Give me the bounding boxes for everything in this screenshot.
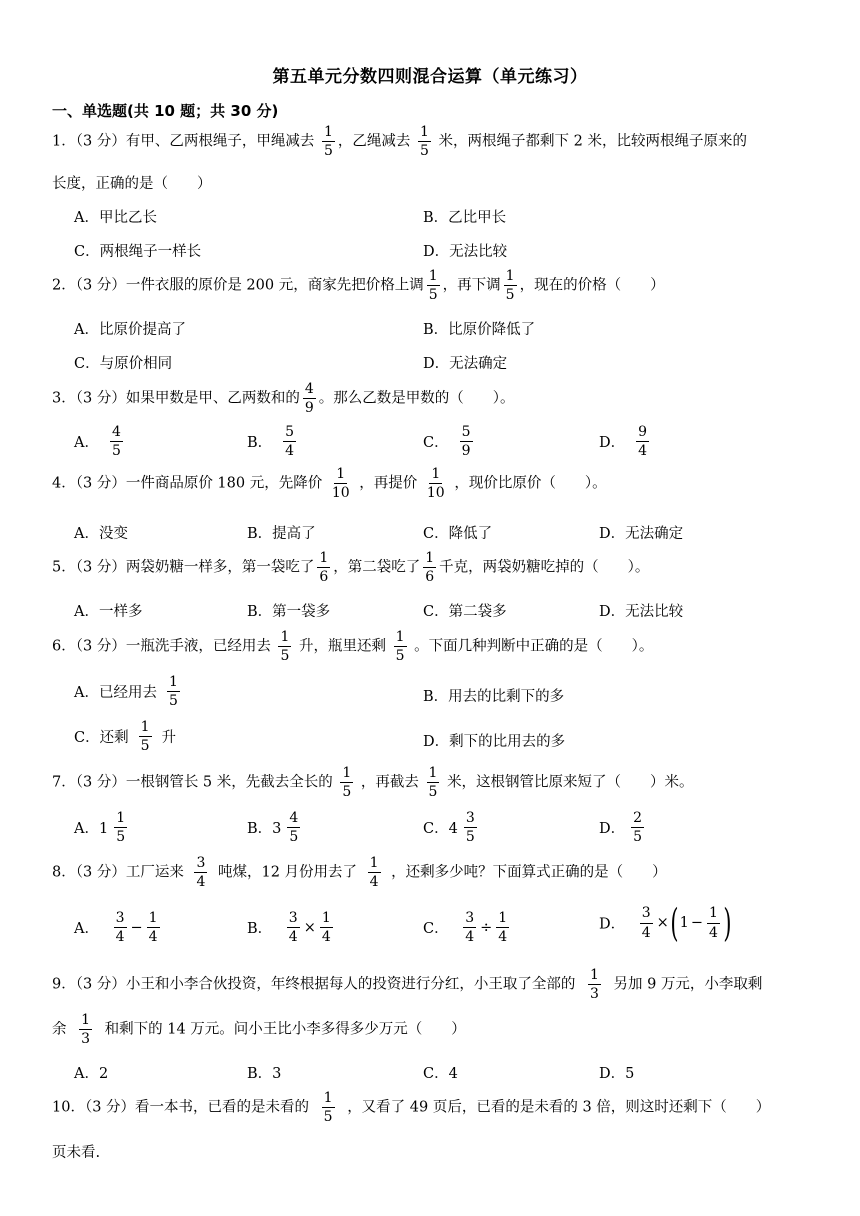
- question-6: [52, 629, 653, 664]
- question-text: 一件商品原价 180 元，先降价: [125, 475, 323, 492]
- question-text: ，再提价: [359, 475, 418, 492]
- fraction: $\frac{1}{3}$: [81, 1012, 91, 1048]
- option-b[interactable]: B．3 $\frac{4}{5}$: [247, 810, 299, 846]
- question-4: [52, 466, 607, 501]
- question-8: [52, 855, 667, 890]
- question-text-continued: 页未看.: [52, 1145, 101, 1161]
- question-score: （3 分）: [75, 133, 126, 150]
- question-text-continued: 长度，正确的是（ ）: [52, 176, 212, 192]
- question-text: 一根钢管长 5 米，先截去全长的: [125, 774, 333, 791]
- question-number: 9．: [52, 976, 76, 993]
- option-d[interactable]: D．无法确定: [599, 526, 684, 542]
- question-number: 2．: [52, 277, 76, 294]
- question-score: （3 分）: [75, 638, 126, 655]
- question-text: 一瓶洗手液，已经用去: [125, 638, 271, 655]
- question-score: （3 分）: [75, 475, 126, 492]
- question-text: 小王和小李合伙投资，年终根据每人的投资进行分红，小王取了全部的: [125, 976, 576, 993]
- question-text: 一件衣服的原价是 200 元，商家先把价格上调: [125, 277, 424, 294]
- question-10: [52, 1090, 770, 1125]
- question-text: ，再截去: [360, 774, 419, 791]
- question-text: 升，瓶里还剩: [298, 638, 386, 655]
- option-b[interactable]: B．3: [247, 1066, 282, 1082]
- option-b[interactable]: B．用去的比剩下的多: [423, 689, 565, 705]
- option-c[interactable]: C． $\frac{5}{9}$: [423, 424, 471, 460]
- page-title: 第五单元分数四则混合运算（单元练习）: [272, 67, 588, 87]
- question-score: （3 分）: [75, 976, 126, 993]
- option-b[interactable]: B． $\frac{5}{4}$: [247, 424, 295, 460]
- option-b[interactable]: B． $\frac{3}{4}$ × $\frac{1}{4}$: [247, 910, 331, 946]
- question-number: 8．: [52, 864, 76, 881]
- option-a[interactable]: A．一样多: [74, 604, 143, 620]
- option-b[interactable]: B．第一袋多: [247, 604, 331, 620]
- question-text: ，现价比原价（ ）。: [454, 475, 607, 492]
- question-7: [52, 765, 694, 800]
- question-text: 。那么乙数是甲数的（ ）。: [318, 390, 515, 407]
- question-score: （3 分）: [75, 390, 126, 407]
- option-d[interactable]: D．无法比较: [599, 604, 684, 620]
- fraction: $\frac{1}{5}$: [505, 268, 515, 304]
- fraction: $\frac{1}{6}$: [425, 550, 435, 586]
- fraction: $\frac{1}{3}$: [589, 967, 599, 1003]
- question-text: 余: [52, 1021, 67, 1038]
- question-score: （3 分）: [75, 559, 126, 576]
- question-score: （3 分）: [75, 277, 126, 294]
- option-d[interactable]: D． $\frac{2}{5}$: [599, 810, 643, 846]
- fraction: $\frac{1}{10}$: [426, 466, 445, 502]
- option-a[interactable]: A．2: [74, 1066, 109, 1082]
- option-c[interactable]: C．降低了: [423, 526, 493, 542]
- option-a[interactable]: A． $\frac{4}{5}$: [74, 424, 121, 460]
- fraction: $\frac{1}{5}$: [280, 629, 290, 665]
- section-heading: 一、单选题(共 10 题；共 30 分): [52, 102, 279, 120]
- question-text: 米，这根钢管比原来短了（ ）米。: [447, 774, 694, 791]
- question-text: 米，两根绳子都剩下 2 米，比较两根绳子原来的: [438, 133, 747, 150]
- fraction: $\frac{1}{5}$: [428, 765, 438, 801]
- question-text: 工厂运来: [125, 864, 184, 881]
- question-3: [52, 381, 515, 416]
- option-c[interactable]: C．还剩 $\frac{1}{5}$ 升: [74, 719, 177, 755]
- question-number: 10．: [52, 1099, 85, 1116]
- question-text: 如果甲数是甲、乙两数和的: [125, 390, 300, 407]
- question-text: ，再下调: [442, 277, 501, 294]
- question-score: （3 分）: [75, 774, 126, 791]
- option-d[interactable]: D．剩下的比用去的多: [423, 734, 566, 750]
- question-text: 有甲、乙两根绳子，甲绳减去: [125, 133, 315, 150]
- option-a[interactable]: A．已经用去 $\frac{1}{5}$: [74, 674, 178, 710]
- fraction: $\frac{1}{5}$: [323, 124, 333, 160]
- question-text: 另加 9 万元，小李取剩: [613, 976, 763, 993]
- question-text: ，第二袋吃了: [333, 559, 421, 576]
- fraction: $\frac{1}{5}$: [428, 268, 438, 304]
- question-text: ，还剩多少吨？下面算式正确的是（ ）: [391, 864, 667, 881]
- option-a[interactable]: A．甲比乙长: [74, 210, 157, 226]
- fraction: $\frac{1}{5}$: [342, 765, 352, 801]
- fraction: $\frac{1}{5}$: [419, 124, 429, 160]
- question-text: ，现在的价格（ ）: [519, 277, 665, 294]
- fraction: $\frac{1}{5}$: [323, 1090, 333, 1126]
- fraction: $\frac{4}{9}$: [304, 381, 314, 417]
- option-c[interactable]: C．4: [423, 1066, 458, 1082]
- option-d[interactable]: D．无法确定: [423, 356, 508, 372]
- option-c[interactable]: C．与原价相同: [74, 356, 173, 372]
- fraction: $\frac{1}{5}$: [395, 629, 405, 665]
- option-a[interactable]: A．没变: [74, 526, 128, 542]
- question-5: [52, 550, 649, 585]
- question-2: [52, 268, 665, 303]
- option-a[interactable]: A． $\frac{3}{4}$ − $\frac{1}{4}$: [74, 910, 158, 946]
- question-text: 看一本书，已看的是未看的: [135, 1099, 310, 1116]
- question-number: 5．: [52, 559, 76, 576]
- option-b[interactable]: B．乙比甲长: [423, 210, 507, 226]
- question-number: 3．: [52, 390, 76, 407]
- question-text: 千克，两袋奶糖吃掉的（ ）。: [439, 559, 650, 576]
- question-number: 4．: [52, 475, 76, 492]
- question-text: 和剩下的 14 万元。问小王比小李多得多少万元（ ）: [104, 1021, 466, 1038]
- option-b[interactable]: B．比原价降低了: [423, 322, 536, 338]
- option-a[interactable]: A．比原价提高了: [74, 322, 186, 338]
- question-text: ，乙绳减去: [337, 133, 411, 150]
- option-d[interactable]: D．无法比较: [423, 244, 508, 260]
- fraction: $\frac{1}{10}$: [331, 466, 350, 502]
- option-b[interactable]: B．提高了: [247, 526, 316, 542]
- option-c[interactable]: C．4 $\frac{3}{5}$: [423, 810, 475, 846]
- question-9-continued: [52, 1012, 466, 1047]
- question-number: 6．: [52, 638, 76, 655]
- question-text: 。下面几种判断中正确的是（ ）。: [414, 638, 654, 655]
- option-a[interactable]: A．1 $\frac{1}{5}$: [74, 810, 126, 846]
- question-text: 吨煤，12 月份用去了: [217, 864, 358, 881]
- question-score: （3 分）: [84, 1099, 136, 1116]
- option-c[interactable]: C．两根绳子一样长: [74, 244, 202, 260]
- option-d[interactable]: D． $\frac{9}{4}$: [599, 424, 648, 460]
- question-text: 两袋奶糖一样多，第一袋吃了: [125, 559, 315, 576]
- question-number: 7．: [52, 774, 76, 791]
- question-1: [52, 124, 747, 159]
- option-c[interactable]: C． $\frac{3}{4}$ ÷ $\frac{1}{4}$: [423, 910, 508, 946]
- question-text: ，又看了 49 页后，已看的是未看的 3 倍，则这时还剩下（ ）: [347, 1099, 771, 1116]
- option-d[interactable]: D．5: [599, 1066, 635, 1082]
- question-9: [52, 967, 762, 1002]
- fraction: $\frac{1}{4}$: [369, 855, 379, 891]
- question-number: 1．: [52, 133, 76, 150]
- fraction: $\frac{3}{4}$: [196, 855, 206, 891]
- option-d[interactable]: D． $\frac{3}{4}$ ×(1 − $\frac{1}{4}$ ): [599, 901, 732, 945]
- fraction: $\frac{1}{6}$: [319, 550, 329, 586]
- option-c[interactable]: C．第二袋多: [423, 604, 507, 620]
- question-score: （3 分）: [75, 864, 126, 881]
